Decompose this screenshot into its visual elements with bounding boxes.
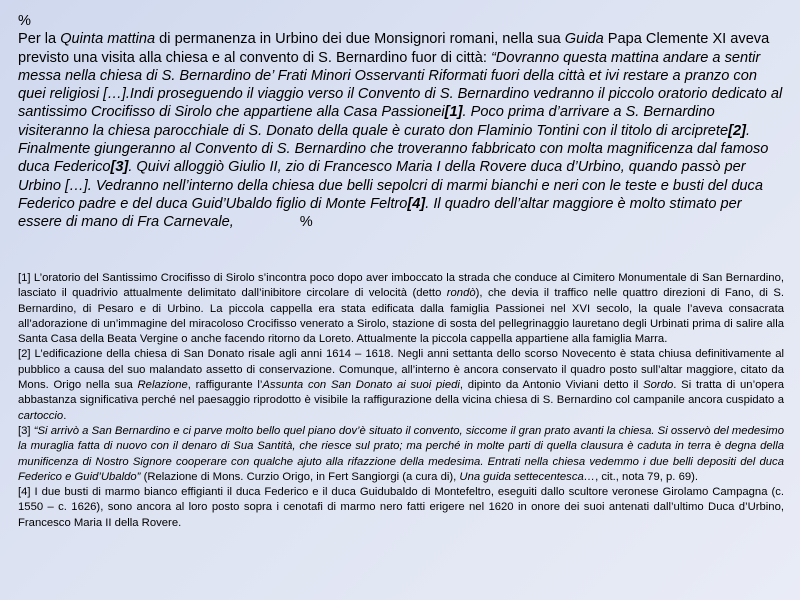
main-quote: “Dovranno questa mattina andare a sentir messa nella chiesa di S. Bernardino de’ Frati Minori Osservanti Riformati fuori della città et ivi restare a pranzo con quei religiosi […].Indi proseguendo il viaggio verso il Convento di S. Bernardino vedranno il piccolo oratorio dedicato al santissimo Crocifisso di Sirolo che appartiene alla Casa Passionei <box>18 49 783 121</box>
footnote-3 <box>18 424 784 485</box>
footnote-ref-1[interactable]: [1] <box>444 104 463 121</box>
footnote-ref-2[interactable]: [2] <box>728 122 746 139</box>
main-quote: . Quivi alloggiò Giulio II, zio di Francesco Maria I della Rovere duca d’Urbino, quando passò per Urbino […]. Vedranno nell’interno della chiesa due belli sepolcri di marmi bianchi e neri con le teste e busti del duca Federico padre e del duca Guid’Ubaldo figlio di Monte Feltro <box>18 159 763 212</box>
footnote-2 <box>18 347 784 423</box>
footnote-italic: Assunta con San Donato ai suoi piedi <box>262 379 460 392</box>
footnote-text: (Relazione di Mons. Curzio Origo, in Fert Sangiorgi (a cura di), <box>140 470 460 483</box>
main-text: Papa Clemente XI aveva previsto una visita alla chiesa e al convento di S. Bernardino fuor di città: <box>18 31 770 66</box>
footnote-text: , dipinto da Antonio Viviani detto il <box>459 379 644 392</box>
footnote-4: [4] I due busti di marmo bianco effigianti il duca Federico e il duca Guidubaldo di Montefeltro, eseguiti dallo scultore veronese Girolamo Campagna (c. 1550 – c. 1626), sono ancora al loro posto sopra i cenotafi di marmo nero fatti erigere nel 1620 in onore dei suoi antenati dall’ultimo Duca d’Urbino, Francesco Maria II della Rovere. <box>18 486 784 529</box>
footnote-text: [1] L’oratorio del Santissimo Crocifisso di Sirolo s’incontra poco dopo aver imboccato la strada che conduce al Cimitero Monumentale di San Bernardino, lasciato il quadrivio attualmente delimitato dall’inibitore circolare di velocità (detto <box>18 272 784 300</box>
footnote-italic: Sordo <box>643 379 674 392</box>
footnote-text: , cit., nota 79, p. 69). <box>595 470 699 483</box>
footnote-ref-3[interactable]: [3] <box>110 159 129 176</box>
footnote-quote: “Si arrivò a San Bernardino e ci parve molto bello quel piano dov’è situato il convento, siccome il gran prato avanti la chiesa. Si osservò del medesimo la muraglia fatta di nuovo con il denaro di Sua Santità, che riesce sul prato; ma perché in molte parti di quella clausura è caduta in terra è degna della munificenza di Nostro Signore cooperare con qualche ajuto alla rifazzione della medesima. Entrati nella chiesa vedemmo i due belli depositi del duca Federico e Guid’Ubaldo” <box>18 424 785 483</box>
main-italic-title: Quinta mattina <box>60 31 156 48</box>
footnote-text: , raffigurante l’ <box>187 379 263 392</box>
footnote-ref-4[interactable]: [4] <box>407 195 426 212</box>
footnote-italic: cartoccio <box>18 409 64 422</box>
main-paragraph <box>18 30 784 231</box>
main-quote: . Finalmente giungeranno al Convento di S. Bernardino che troveranno fabbricato con molta magnificenza dal famoso duca Federico <box>18 122 769 176</box>
percent-marker-end: % <box>299 214 313 231</box>
main-quote: . Il quadro dell’altar maggiore è molto stimato per essere di mano di Fra Carnevale, <box>18 195 742 231</box>
percent-marker-top: % <box>18 13 31 29</box>
main-text-block <box>18 12 784 232</box>
footnote-text: [2] L’edificazione della chiesa di San Donato risale agli anni 1614 – 1618. Negli anni settanta dello scorso Novecento è stata chiusa definitivamente al pubblico a causa del suo malandato assetto di conservazione. Comunque, all’interno è ancora conservato il quadro posto sull’altar maggiore, citato da Mons. Origo nella sua <box>18 348 784 392</box>
footnotes-block <box>18 271 784 531</box>
footnote-italic: rondò <box>446 287 476 300</box>
main-text: di permanenza in Urbino dei due Monsignori romani, nella sua <box>155 31 565 48</box>
footnote-text: ), che devia il traffico nelle quattro direzioni di Fano, di S. Bernardino, di Pesaro e di Urbino. La piccola cappella era stata edificata dalla famiglia Passionei nel XVI secolo, la quale l’aveva consacrata all’adorazione di un’immagine del miracoloso Crocifisso venerato a Sirolo, stazione di sosta del pellegrinaggio lauretano degli Urbinati prima di salire alla Santa Casa della Beata Vergine o anche facendo ritorno da Loreto. Attualmente la piccola cappella appartiene alla famiglia Marra. <box>18 287 785 346</box>
footnote-italic: Relazione <box>137 379 188 392</box>
footnote-text: . Si tratta di un’opera abbastanza significativa perché nel paesaggio riprodotto è visibile la raffigurazione della vicina chiesa di S. Bernardino col campanile ancora cuspidato a <box>18 379 784 407</box>
main-quote: . Poco prima d’arrivare a S. Bernardino visiteranno la chiesa parocchiale di S. Donato della quale è curato don Flaminio Tontini con il titolo di arciprete <box>18 104 729 139</box>
main-text: Per la <box>18 31 61 48</box>
main-italic-title: Guida <box>564 31 604 48</box>
footnote-text: [3] <box>18 424 34 437</box>
footnote-1 <box>18 271 784 347</box>
footnote-italic: Una guida settecentesca… <box>459 470 596 483</box>
footnote-text: . <box>63 409 67 422</box>
